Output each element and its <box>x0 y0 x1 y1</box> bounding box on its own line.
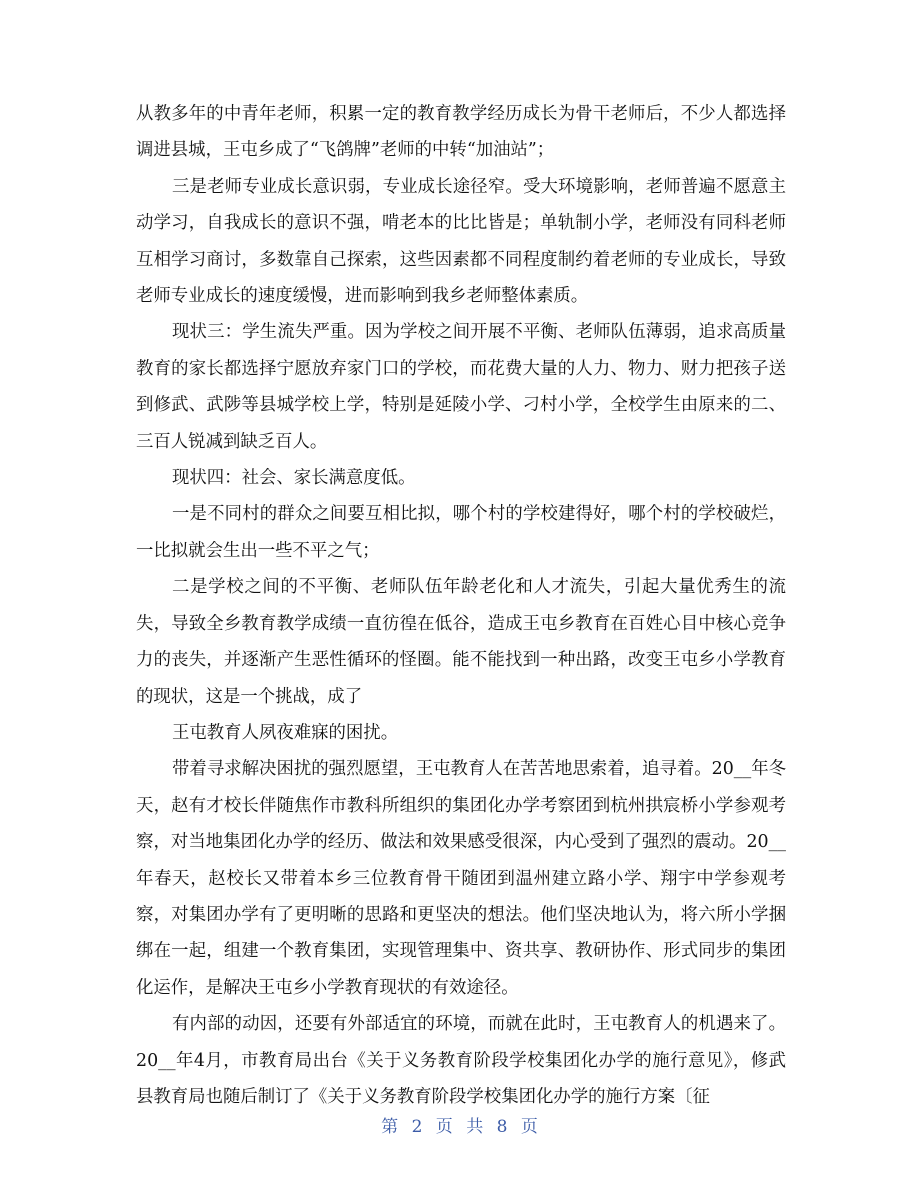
paragraph-3: 现状三：学生流失严重。因为学校之间开展不平衡、老师队伍薄弱，追求高质量教育的家长都选择宁愿放弃家门口的学校，而花费大量的人力、物力、财力把孩子送到修武、武陟等县城学校上学，特别是延陵小学、刁村小学，全校学生由原来的二、三百人锐减到缺乏百人。 <box>136 322 786 452</box>
footer-total-word: 共 <box>466 1117 485 1137</box>
document-body <box>136 96 786 1115</box>
footer-total-pages: 8 <box>496 1117 509 1137</box>
footer-page-word: 页 <box>435 1117 454 1137</box>
paragraph-2: 三是老师专业成长意识弱，专业成长途径窄。受大环境影响，老师普遍不愿意主动学习，自我成长的意识不强，啃老本的比比皆是；单轨制小学，老师没有同科老师互相学习商讨，多数靠自己探索，这些因素都不同程度制约着老师的专业成长，导致老师专业成长的速度缓慢，进而影响到我乡老师整体素质。 <box>136 176 786 307</box>
paragraph-7: 王屯教育人夙夜难寐的困扰。 <box>172 722 399 743</box>
footer-page-number: 2 <box>411 1117 424 1137</box>
paragraph-9: 有内部的动因，还要有外部适宜的环境，而就在此时，王屯教育人的机遇来了。20__年4月，市教育局出台《关于义务教育阶段学校集团化办学的施行意见》，修武县教育局也随后制订了《关于义务教育阶段学校集团化办学的施行方案〔征 <box>136 1014 786 1107</box>
footer-suffix: 页 <box>520 1117 539 1137</box>
page-footer <box>0 1112 920 1137</box>
paragraph-4: 现状四：社会、家长满意度低。 <box>172 468 416 489</box>
paragraph-1: 从教多年的中青年老师，积累一定的教育教学经历成长为骨干老师后，不少人都选择调进县城，王屯乡成了“飞鸽牌”老师的中转“加油站”； <box>136 104 786 161</box>
paragraph-8: 带着寻求解决困扰的强烈愿望，王屯教育人在苦苦地思索着，追寻着。20__年冬天，赵有才校长伴随焦作市教科所组织的集团化办学考察团到杭州拱宸桥小学参观考察，对当地集团化办学的经历、做法和效果感受很深，内心受到了强烈的震动。20__年春天，赵校长又带着本乡三位教育骨干随团到温州建立路小学、翔宇中学参观考察，对集团办学有了更明晰的思路和更坚决的想法。他们坚决地认为，将六所小学捆绑在一起，组建一个教育集团，实现管理集中、资共享、教研协作、形式同步的集团化运作，是解决王屯乡小学教育现状的有效途径。 <box>136 759 786 998</box>
paragraph-5: 一是不同村的群众之间要互相比拟，哪个村的学校建得好，哪个村的学校破烂，一比拟就会生出一些不平之气； <box>136 504 786 561</box>
paragraph-6: 二是学校之间的不平衡、老师队伍年龄老化和人才流失，引起大量优秀生的流失，导致全乡教育教学成绩一直彷徨在低谷，造成王屯乡教育在百姓心目中核心竞争力的丧失，并逐渐产生恶性循环的怪圈。能不能找到一种出路，改变王屯乡小学教育的现状，这是一个挑战，成了 <box>136 577 786 707</box>
footer-prefix: 第 <box>381 1117 400 1137</box>
